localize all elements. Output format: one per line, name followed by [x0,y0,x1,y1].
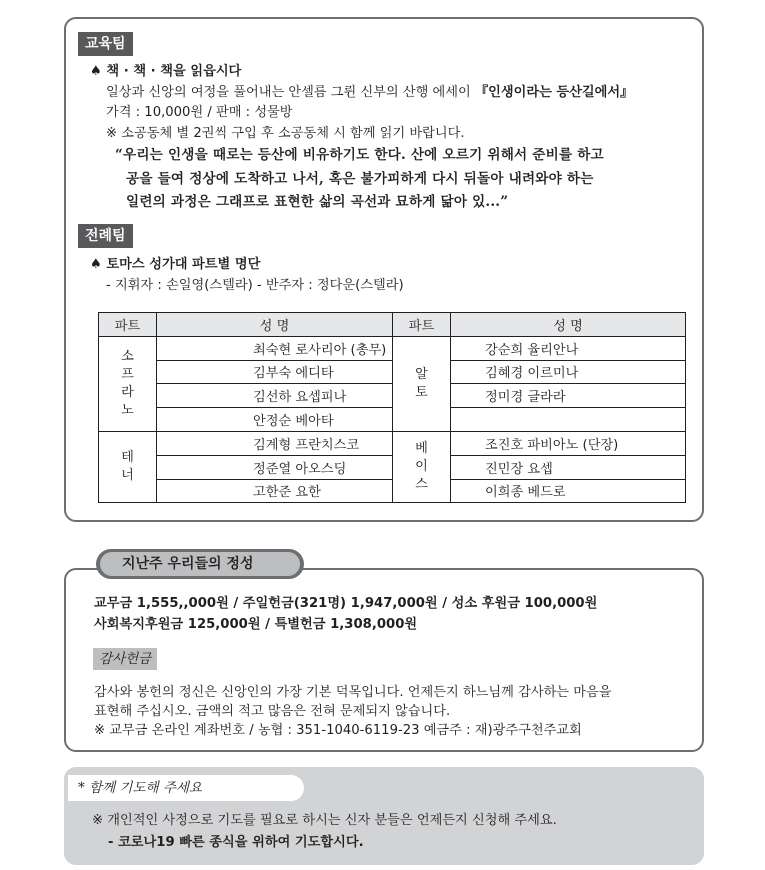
part-char: 테 [121,450,134,466]
member-name: 고한준 요한 [157,479,393,503]
table-row [99,384,686,408]
table-row [99,455,686,479]
member-name: 최숙현 로사리아 (총무) [157,336,393,360]
book-price: 가격 : 10,000원 / 판매 : 성물방 [106,105,293,120]
part-char: 너 [121,468,134,484]
member-name: 정미경 글라라 [451,384,686,408]
book-description [106,84,633,102]
part-char: 라 [121,384,134,400]
choir-heading: ♠ 토마스 성가대 파트별 명단 [90,257,261,272]
part-char: 소 [121,348,134,364]
liturgy-team-tag: 전례팀 [78,224,133,248]
thanks-text-2: 표현해 주십시오. 금액의 적고 많음은 전혀 문제되지 않습니다. [94,704,451,719]
prayer-line-1: ※ 개인적인 사정으로 기도를 필요로 하시는 신자 분들은 언제든지 신청해 주세요. [92,813,557,828]
offering-line-2: 사회복지후원금 125,000원 / 특별헌금 1,308,000원 [94,617,418,632]
book-quote-line-2: 공을 들여 정상에 도착하고 나서, 혹은 불가피하게 다시 뒤돌아 내려와야 하는 [126,171,594,187]
offering-title: 지난주 우리들의 정성 [100,552,300,576]
table-row [99,360,686,384]
offering-line-1: 교무금 1,555,,000원 / 주일헌금(321명) 1,947,000원 / 성소 후원금 100,000원 [94,596,598,611]
table-row [99,408,686,432]
book-quote-line-1: “우리는 인생을 때로는 등산에 비유하기도 한다. 산에 오르기 위해서 준비를 하고 [115,147,604,163]
part-char: 프 [121,366,134,382]
member-name: 김계형 프란치스코 [157,431,393,455]
choir-roster-table [98,312,686,503]
table-row [99,431,686,455]
member-name: 김혜경 이르미나 [451,360,686,384]
part-char: 스 [415,477,428,493]
member-name [451,408,686,432]
header-name: 성 명 [451,313,686,337]
book-description-text: 일상과 신앙의 여정을 풀어내는 안셀름 그륀 신부의 산행 에세이 [106,85,475,100]
member-name: 진민장 요셉 [451,455,686,479]
part-char: 알 [415,366,428,382]
account-info: ※ 교무금 온라인 계좌번호 / 농협 : 351-1040-6119-23 예금주 : 재)광주구천주교회 [94,723,582,738]
table-row [99,336,686,360]
prayer-line-2: - 코로나19 빠른 종식을 위하여 기도합시다. [108,835,364,850]
thanks-text-1: 감사와 봉헌의 정신은 신앙인의 가장 기본 덕목입니다. 언제든지 하느님께 감사하는 마음을 [94,685,612,700]
education-team-tag: 교육팀 [78,32,133,56]
choir-directors: - 지휘자 : 손일영(스텔라) - 반주자 : 정다운(스텔라) [106,278,404,293]
part-soprano [99,336,157,431]
member-name: 안정순 베아타 [157,408,393,432]
part-bass [393,431,451,502]
member-name: 김부숙 에디타 [157,360,393,384]
member-name: 이희종 베드로 [451,479,686,503]
part-alto [393,336,451,431]
book-title: 『인생이라는 등산길에서』 [474,85,634,100]
book-quote-line-3: 일련의 과정은 그래프로 표현한 삶의 곡선과 묘하게 닮아 있...” [126,194,509,210]
part-char: 토 [415,384,428,400]
member-name: 정준열 아오스딩 [157,455,393,479]
book-note: ※ 소공동체 별 2권씩 구입 후 소공동체 시 함께 읽기 바랍니다. [106,126,465,141]
book-heading: ♠ 책 · 책 · 책을 읽읍시다 [90,64,242,79]
header-part: 파트 [393,313,451,337]
member-name: 강순희 율리안나 [451,336,686,360]
header-part: 파트 [99,313,157,337]
part-char: 이 [415,459,428,475]
prayer-tag: * 함께 기도해 주세요 [68,775,304,801]
table-header-row [99,313,686,337]
member-name: 조진호 파비아노 (단장) [451,431,686,455]
part-tenor [99,431,157,502]
member-name: 김선하 요셉피나 [157,384,393,408]
thanks-offering-tag: 감사헌금 [93,648,157,670]
table-row [99,479,686,503]
header-name: 성 명 [157,313,393,337]
part-char: 노 [121,402,134,418]
part-char: 베 [415,441,428,457]
